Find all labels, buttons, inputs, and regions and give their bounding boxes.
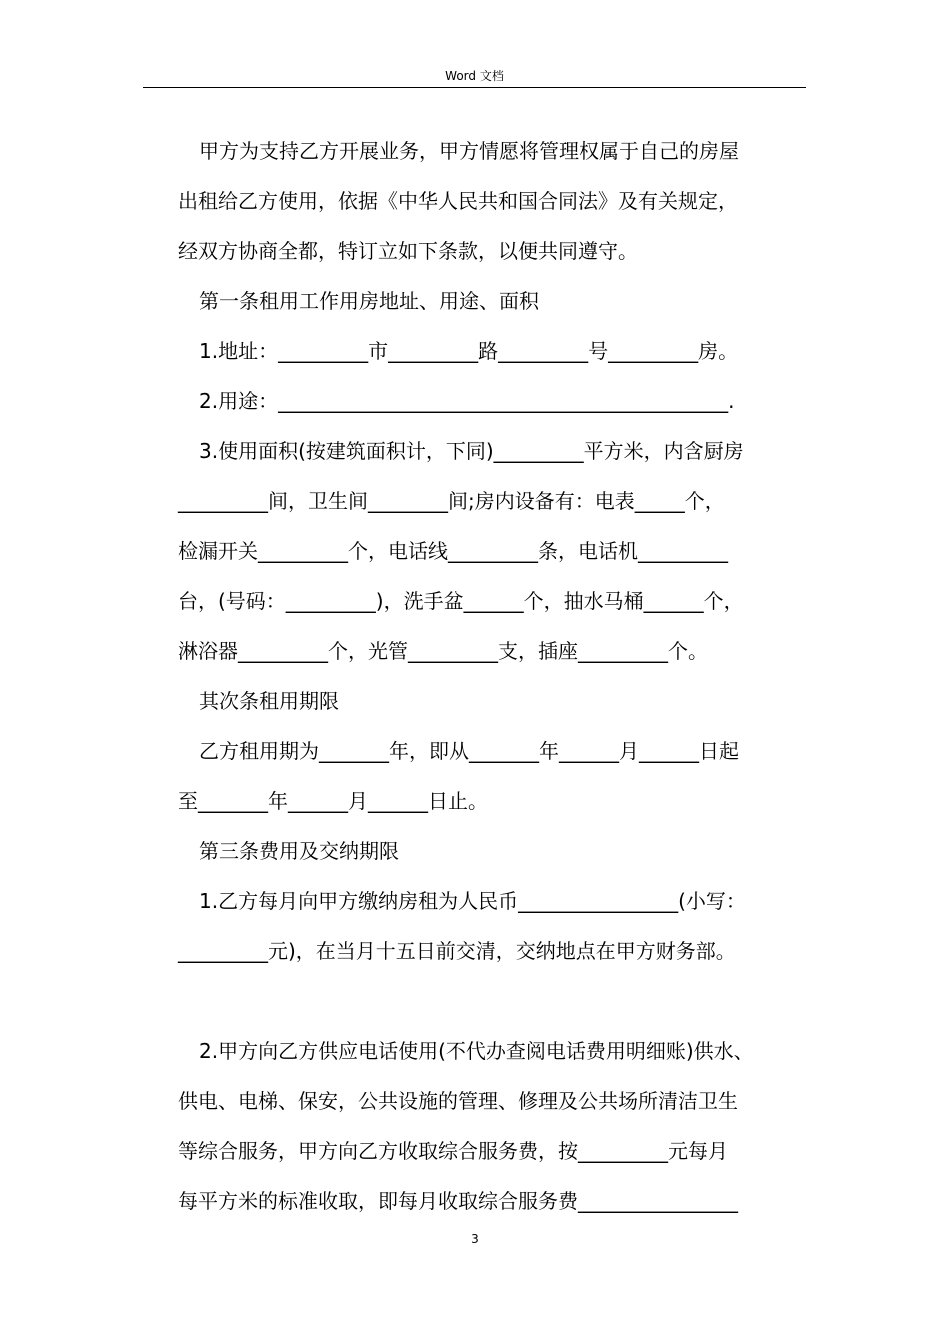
area-line-4: 台，(号码：_________)，洗手盆______个，抽水马桶______个，: [178, 589, 744, 613]
page-number: 3: [471, 1232, 479, 1246]
article-2-heading: 其次条租用期限: [199, 689, 339, 713]
rent-line-2: _________元)，在当月十五日前交清，交纳地点在甲方财务部。: [178, 939, 736, 963]
term-line-1: 乙方租用期为_______年，即从_______年______月______日起: [199, 739, 739, 763]
area-line-3: 检漏开关_________个，电话线_________条，电话机_________: [178, 539, 728, 563]
area-line-1: 3.使用面积(按建筑面积计，下同)_________平方米，内含厨房: [199, 439, 744, 463]
area-line-2: _________间，卫生间________间;房内设备有：电表_____个，: [178, 489, 725, 513]
page-header: Word 文档: [445, 69, 504, 83]
intro-line-3: 经双方协商全都，特订立如下条款，以便共同遵守。: [178, 239, 638, 263]
header-divider: [143, 87, 806, 88]
purpose-line: 2.用途：_____________________________________________.: [199, 389, 735, 413]
intro-line-2: 出租给乙方使用，依据《中华人民共和国合同法》及有关规定，: [178, 189, 738, 213]
service-line-2: 供电、电梯、保安，公共设施的管理、修理及公共场所清洁卫生: [178, 1089, 738, 1113]
service-line-1: 2.甲方向乙方供应电话使用(不代办查阅电话费用明细账)供水、: [199, 1039, 754, 1063]
article-3-heading: 第三条费用及交纳期限: [199, 839, 399, 863]
area-line-5: 淋浴器_________个，光管_________支，插座_________个。: [178, 639, 708, 663]
term-line-2: 至_______年______月______日止。: [178, 789, 488, 813]
article-1-heading: 第一条租用工作用房地址、用途、面积: [199, 289, 539, 313]
rent-line-1: 1.乙方每月向甲方缴纳房租为人民币________________(小写：: [199, 889, 746, 913]
paragraph-gap: [178, 976, 808, 1026]
service-line-4: 每平方米的标准收取，即每月收取综合服务费________________: [178, 1189, 738, 1213]
intro-line-1: 甲方为支持乙方开展业务，甲方情愿将管理权属于自己的房屋: [199, 139, 739, 163]
address-line: 1.地址：_________市_________路_________号_________房。: [199, 339, 739, 363]
service-line-3: 等综合服务，甲方向乙方收取综合服务费，按_________元每月: [178, 1139, 728, 1163]
document-body: [178, 126, 808, 1226]
